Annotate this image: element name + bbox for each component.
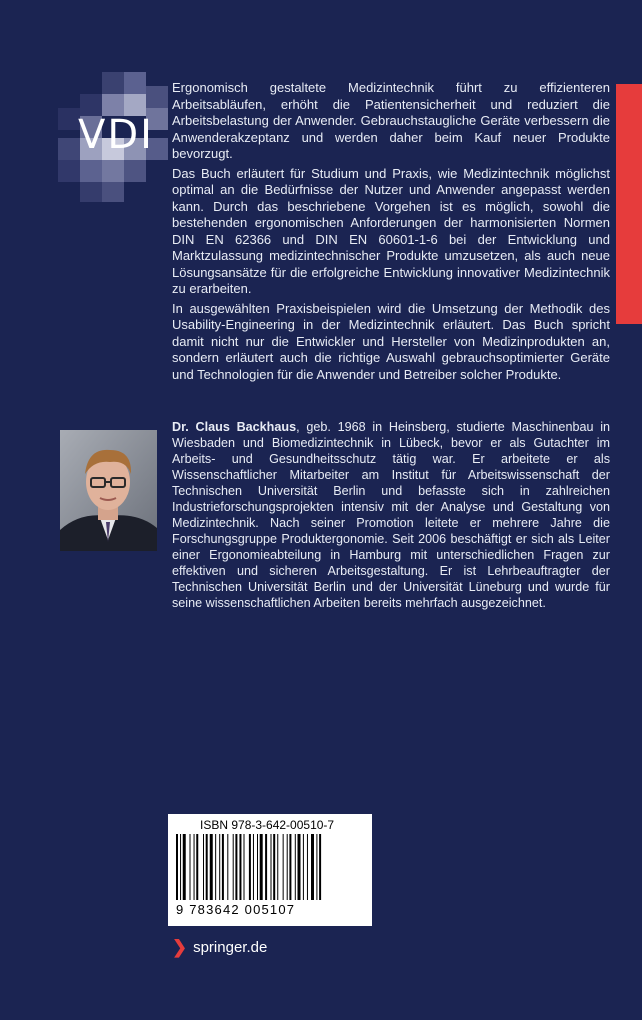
description-paragraph-1: Ergonomisch gestaltete Medizintechnik führt zu effizienteren Arbeitsabläufen, erhöht die Patientensicherheit und reduziert die Arbeitsbelastung der Anwender. Gebrauchstaugliche Geräte verbessern die Anwenderakzeptanz und werden daher beim Kauf neuer Produkte bevorzugt. [172, 80, 610, 161]
accent-bar [616, 84, 642, 324]
publisher-url: springer.de [193, 939, 268, 956]
publisher-website[interactable] [172, 937, 267, 958]
author-bio [172, 419, 610, 611]
author-portrait-image [60, 430, 157, 551]
barcode-icon [176, 834, 366, 900]
author-name: Dr. Claus Backhaus [172, 420, 297, 434]
description-paragraph-2: Das Buch erläutert für Studium und Praxis, wie Medizintechnik möglichst optimal an die Bedürfnisse der Nutzer und Anwender angepasst werden kann. Durch das beschriebene Vorgehen ist es möglich, sowohl die bestehenden ergonomischen Anforderungen der harmonisierten Normen DIN EN 62366 und DIN EN 60601-1-6 bei der Entwicklung und Marktzulassung medizintechnischer Produkte umzusetzen, als auch neue Lösungsansätze für die erfolgreiche Entwicklung innovativer Medizintechnik zu erarbeiten. [172, 165, 610, 296]
author-photo [60, 430, 157, 551]
isbn-label: ISBN 978-3-642-00510-7 [200, 818, 335, 832]
description-paragraph-3: In ausgewählten Praxisbeispielen wird die Umsetzung der Methodik des Usability-Engineering in der Medizintechnik erläutert. Das Buch spricht damit nicht nur die Entwickler und Hersteller von Medizinprodukten an, sondern erläutert auch die richtige Auswahl gebrauchsoptimierter Geräte und Technologien für die Anwender und Betreiber solcher Produkte. [172, 300, 610, 382]
author-bio-text: , geb. 1968 in Heinsberg, studierte Maschinenbau in Wiesbaden und Biomedizintechnik in Lübeck, bevor er als Gutachter im Arbeits- und Gesundheitsschutz tätig war. Er arbeitete er als Wissenschaftlicher Mitarbeiter am Institut für Arbeitswissenschaft der Technischen Universität Berlin und befasste sich in zahlreichen Industrieforschungsprojekten intensiv mit der Analyse und Gestaltung von Medizintechnik. Nach seiner Promotion leitete er mehrere Jahre die Forschungsgruppe Produktergonomie. Seit 2006 beschäftigt er sich als Leiter einer Ergonomieabteilung in Hamburg mit unterschiedlichen Fragen zur effektiven und sicheren Arbeitsgestaltung. Er ist Lehrbeauftragter der Technischen Universität Berlin und der Universität Lüneburg und wurde für seine wissenschaftlichen Arbeiten bereits mehrfach ausgezeichnet. [172, 420, 610, 610]
vdi-logo-text: VDI [78, 112, 154, 158]
book-description [172, 80, 610, 386]
isbn-digits: 9 783642 005107 [176, 902, 296, 917]
chevron-right-icon: ❯ [172, 937, 188, 957]
